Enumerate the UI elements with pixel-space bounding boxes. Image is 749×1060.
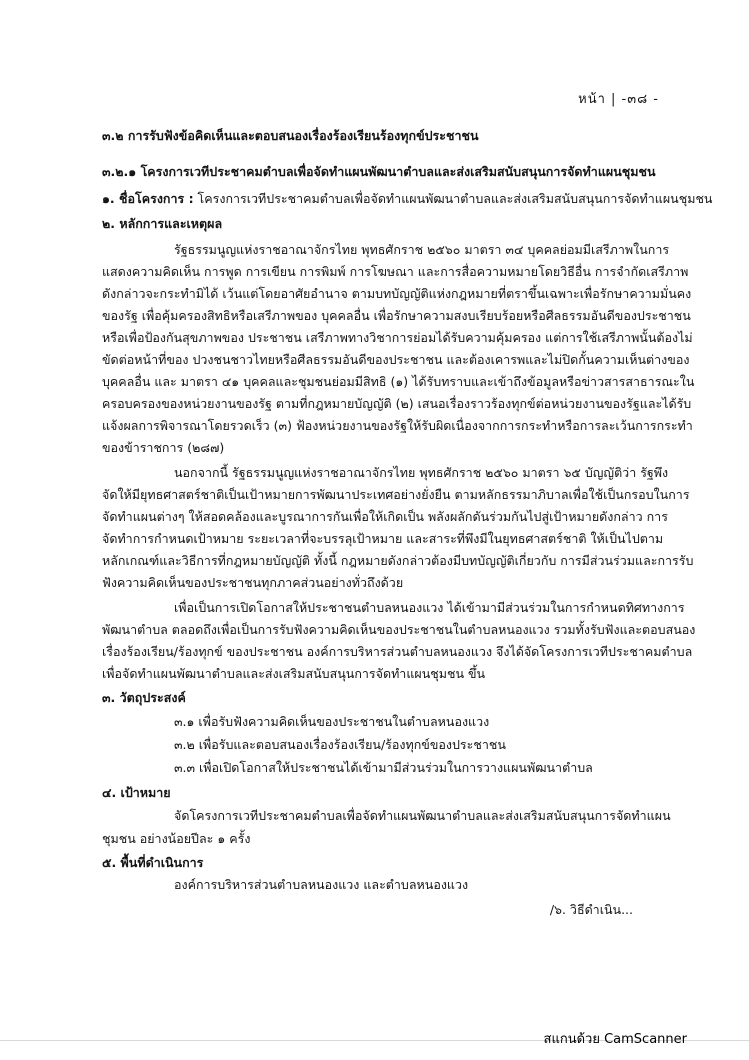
target-heading: ๔. เป้าหมาย [102, 785, 171, 800]
paragraph-line: ของข้าราชการ (๒๘๗) [102, 440, 225, 455]
paragraph-line: หรือเพื่อป้องกันสุขภาพของ ประชาชน เสรีภาพทางวิชาการย่อมได้รับความคุ้มครอง แต่การใช้เสรีภาพนั้นต้องไม่ [102, 330, 693, 345]
paragraph-line: เพื่อจัดทำแผนพัฒนาตำบลและส่งเสริมสนับสนุนการจัดทำแผนชุมชน ขึ้น [102, 666, 486, 681]
paragraph-line: พัฒนาตำบล ตลอดถึงเพื่อเป็นการรับฟังความคิดเห็นของประชาชนในตำบลหนองแวง รวมทั้งรับฟังและตอบสนอง [102, 622, 696, 637]
section-heading-3-2-1: ๓.๒.๑ โครงการเวทีประชาคมตำบลเพื่อจัดทำแผนพัฒนาตำบลและส่งเสริมสนับสนุนการจัดทำแผนชุมชน [102, 164, 656, 179]
paragraph-line: บุคคลอื่น และ มาตรา ๔๑ บุคคลและชุมชนย่อมมีสิทธิ (๑) ได้รับทราบและเข้าถึงข้อมูลหรือข่าวสารสาธารณะใน [102, 374, 695, 389]
paragraph-line: เรื่องร้องเรียน/ร้องทุกข์ ของประชาชน องค์การบริหารส่วนตำบลหนองแวง จึงได้จัดโครงการเวทีประชาคมตำบล [102, 644, 693, 659]
paragraph-line: นอกจากนี้ รัฐธรรมนูญแห่งราชอาณาจักรไทย พุทธศักราช ๒๕๖๐ มาตรา ๖๕ บัญญัติว่า รัฐพึง [174, 465, 669, 480]
project-name-line [102, 191, 712, 207]
project-name-label: ๑. ชื่อโครงการ : [102, 191, 194, 206]
paragraph-line: ดังกล่าวจะกระทำมิได้ เว้นแต่โดยอาศัยอำนาจ ตามบทบัญญัติแห่งกฎหมายที่ตราขึ้นเฉพาะเพื่อรักษาความมั่นคง [102, 286, 692, 301]
paragraph-line: ครอบครองของหน่วยงานของรัฐ ตามที่กฎหมายบัญญัติ (๒) เสนอเรื่องราวร้องทุกข์ต่อหน่วยงานของรัฐและได้รับ [102, 396, 692, 411]
paragraph-line: จัดทำแผนต่างๆ ให้สอดคล้องและบูรณาการกันเพื่อให้เกิดเป็น พลังผลักดันร่วมกันไปสู่เป้าหมายดังกล่าว การ [102, 509, 668, 524]
objective-item: ๓.๒ เพื่อรับและตอบสนองเรื่องร้องเรียน/ร้องทุกข์ของประชาชน [174, 737, 506, 752]
area-text: องค์การบริหารส่วนตำบลหนองแวง และตำบลหนองแวง [174, 877, 469, 892]
target-line: ชุมชน อย่างน้อยปีละ ๑ ครั้ง [102, 831, 251, 846]
paragraph-line: แสดงความคิดเห็น การพูด การเขียน การพิมพ์ การโฆษณา และการสื่อความหมายโดยวิธีอื่น การจำกัดเสรีภาพ [102, 264, 689, 279]
objectives-heading: ๓. วัตถุประสงค์ [102, 690, 186, 705]
page-number: หน้า | -๓๘ - [578, 92, 659, 107]
paragraph-line: จัดทำการกำหนดเป้าหมาย ระยะเวลาที่จะบรรลุเป้าหมาย และสาระที่พึงมีในยุทธศาสตร์ชาติ ให้เป็นไปตาม [102, 531, 664, 546]
objective-item: ๓.๑ เพื่อรับฟังความคิดเห็นของประชาชนในตำบลหนองแวง [174, 714, 490, 729]
area-heading: ๕. พื้นที่ดำเนินการ [102, 855, 204, 870]
objective-item: ๓.๓ เพื่อเปิดโอกาสให้ประชาชนได้เข้ามามีส่วนร่วมในการวางแผนพัฒนาตำบล [174, 760, 593, 775]
target-line: จัดโครงการเวทีประชาคมตำบลเพื่อจัดทำแผนพัฒนาตำบลและส่งเสริมสนับสนุนการจัดทำแผน [174, 808, 671, 823]
principles-heading: ๒. หลักการและเหตุผล [102, 216, 223, 231]
project-name-value: โครงการเวทีประชาคมตำบลเพื่อจัดทำแผนพัฒนาตำบลและส่งเสริมสนับสนุนการจัดทำแผนชุมชน [193, 191, 713, 206]
section-heading-3-2: ๓.๒ การรับฟังข้อคิดเห็นและตอบสนองเรื่องร้องเรียนร้องทุกข์ประชาชน [102, 128, 479, 143]
paragraph-line: ของรัฐ เพื่อคุ้มครองสิทธิหรือเสรีภาพของ บุคคลอื่น เพื่อรักษาความสงบเรียบร้อยหรือศีลธรรมอันดีของประชาชน [102, 308, 691, 323]
paragraph-line: จัดให้มียุทธศาสตร์ชาติเป็นเป้าหมายการพัฒนาประเทศอย่างยั่งยืน ตามหลักธรรมาภิบาลเพื่อใช้เป็นกรอบในการ [102, 487, 690, 502]
scanner-watermark: สแกนด้วย CamScanner [543, 1032, 687, 1047]
paragraph-line: หลักเกณฑ์และวิธีการที่กฎหมายบัญญัติ ทั้งนี้ กฎหมายดังกล่าวต้องมีบทบัญญัติเกี่ยวกับ การมีส่วนร่วมและการรับ [102, 553, 694, 568]
paragraph-line: เพื่อเป็นการเปิดโอกาสให้ประชาชนตำบลหนองแวง ได้เข้ามามีส่วนร่วมในการกำหนดทิศทางการ [174, 600, 685, 615]
paragraph-line: แจ้งผลการพิจารณาโดยรวดเร็ว (๓) ฟ้องหน่วยงานของรัฐให้รับผิดเนื่องจากการกระทำหรือการละเว้นการกระทำ [102, 418, 693, 433]
paragraph-line: ฟังความคิดเห็นของประชาชนทุกภาคส่วนอย่างทั่วถึงด้วย [102, 575, 404, 590]
paragraph-line: รัฐธรรมนูญแห่งราชอาณาจักรไทย พุทธศักราช ๒๕๖๐ มาตรา ๓๔ บุคคลย่อมมีเสรีภาพในการ [174, 242, 670, 257]
paragraph-line: ขัดต่อหน้าที่ของ ปวงชนชาวไทยหรือศีลธรรมอันดีของประชาชน และต้องเคารพและไม่ปิดกั้นความเห็นต่างของ [102, 352, 690, 367]
continuation-note: /๖. วิธีดำเนิน... [549, 902, 633, 917]
